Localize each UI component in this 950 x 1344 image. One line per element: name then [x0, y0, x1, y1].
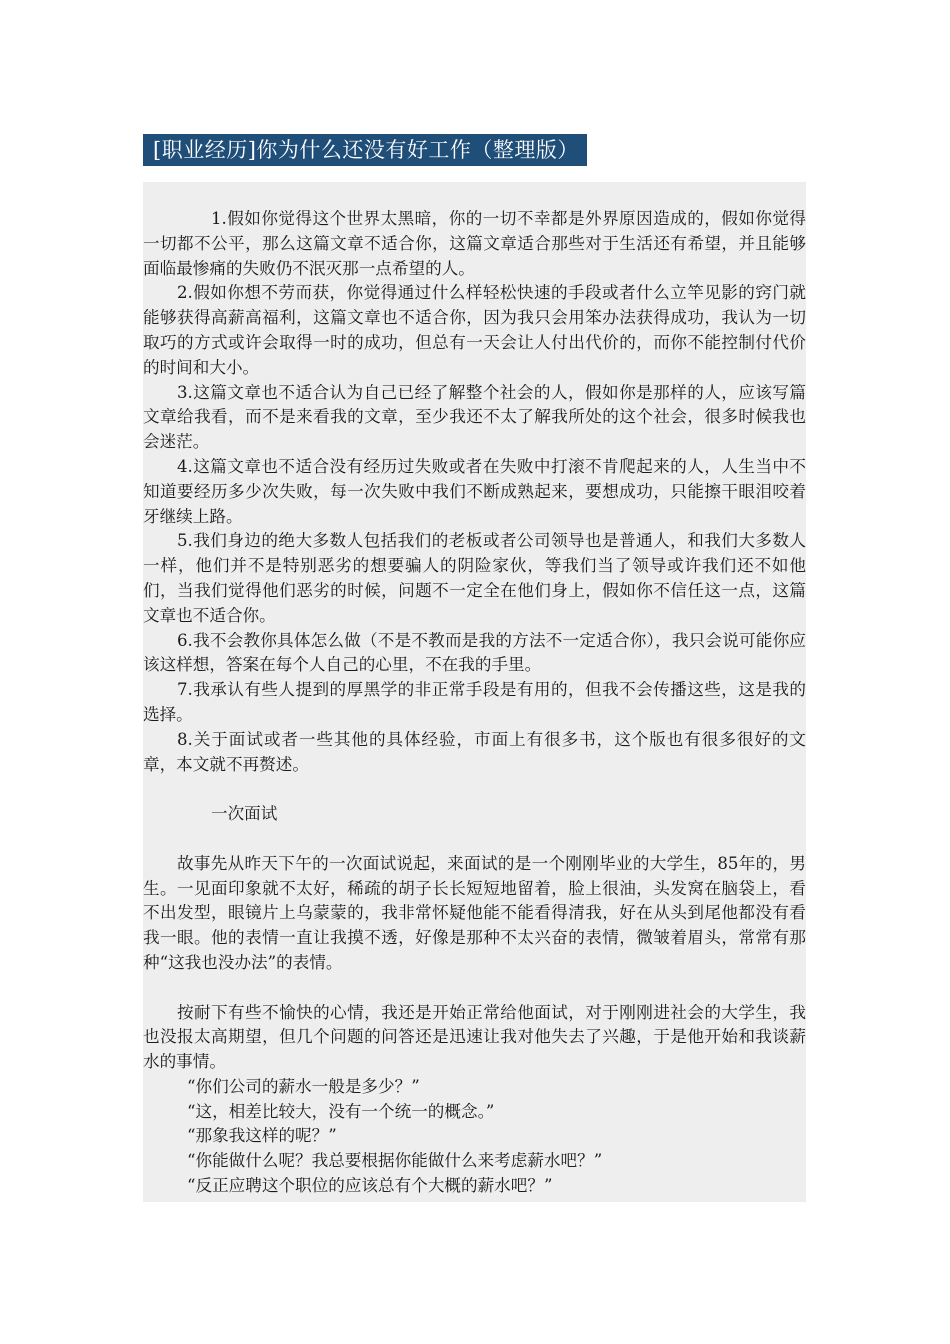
dialogue-line: “你们公司的薪水一般是多少？” — [187, 1076, 420, 1096]
dialogue-line: “你能做什么呢？我总要根据你能做什么来考虑薪水吧？” — [187, 1151, 603, 1171]
paragraph-7: 7.我承认有些人提到的厚黑学的非正常手段是有用的，但我不会传播这些，这是我的选择。 — [143, 680, 806, 724]
document-text — [143, 207, 806, 1199]
story-paragraph-2: 按耐下有些不愉快的心情，我还是开始正常给他面试，对于刚刚进社会的大学生，我也没报太高期望，但几个问题的问答还是迅速让我对他失去了兴趣，于是他开始和我谈薪水的事情。 — [143, 1002, 806, 1072]
paragraph-1: 1.假如你觉得这个世界太黑暗，你的一切不幸都是外界原因造成的，假如你觉得一切都不公平，那么这篇文章不适合你，这篇文章适合那些对于生活还有希望，并且能够面临最惨痛的失败仍不泯灭那一点希望的人。 — [143, 209, 806, 278]
dialogue-line: “这，相差比较大，没有一个统一的概念。” — [187, 1101, 495, 1121]
paragraph-3: 3.这篇文章也不适合认为自己已经了解整个社会的人，假如你是那样的人，应该写篇文章给我看，而不是来看我的文章，至少我还不太了解我所处的这个社会，很多时候我也会迷茫。 — [143, 382, 806, 452]
spacer — [143, 777, 806, 802]
paragraph-4: 4.这篇文章也不适合没有经历过失败或者在失败中打滚不肯爬起来的人，人生当中不知道要经历多少次失败，每一次失败中我们不断成熟起来，要想成功，只能擦干眼泪咬着牙继续上路。 — [143, 456, 806, 526]
document-body — [143, 182, 806, 1202]
spacer — [143, 827, 806, 852]
paragraph-2: 2.假如你想不劳而获，你觉得通过什么样轻松快速的手段或者什么立竿见影的窍门就能够获得高薪高福利，这篇文章也不适合你，因为我只会用笨办法获得成功，我认为一切取巧的方式或许会取得一时的成功，但总有一天会让人付出代价的，而你不能控制付代价的时间和大小。 — [143, 283, 806, 377]
dialogue-line: “反正应聘这个职位的应该总有个大概的薪水吧？” — [187, 1176, 553, 1196]
spacer — [143, 976, 806, 1001]
story-paragraph-1: 故事先从昨天下午的一次面试说起，来面试的是一个刚刚毕业的大学生，85年的，男生。一见面印象就不太好，稀疏的胡子长长短短地留着，脸上很油，头发窝在脑袋上，看不出发型，眼镜片上乌蒙蒙的，我非常怀疑他能不能看得清我，好在从头到尾他都没有看我一眼。他的表情一直让我摸不透，好像是那种不太兴奋的表情，微皱着眉头，常常有那种“这我也没办法”的表情。 — [143, 853, 806, 972]
dialogue-line: “那象我这样的呢？” — [187, 1126, 337, 1146]
document-title: [职业经历]你为什么还没有好工作（整理版） — [143, 134, 587, 166]
paragraph-8: 8.关于面试或者一些其他的具体经验，市面上有很多书，这个版也有很多很好的文章，本文就不再赘述。 — [143, 729, 806, 774]
section-heading: 一次面试 — [211, 804, 278, 824]
paragraph-5: 5.我们身边的绝大多数人包括我们的老板或者公司领导也是普通人，和我们大多数人一样，他们并不是特别恶劣的想要骗人的阴险家伙，等我们当了领导或许我们还不如他们，当我们觉得他们恶劣的时候，问题不一定全在他们身上，假如你不信任这一点，这篇文章也不适合你。 — [143, 531, 806, 625]
paragraph-6: 6.我不会教你具体怎么做（不是不教而是我的方法不一定适合你），我只会说可能你应该这样想，答案在每个人自己的心里，不在我的手里。 — [143, 630, 806, 675]
